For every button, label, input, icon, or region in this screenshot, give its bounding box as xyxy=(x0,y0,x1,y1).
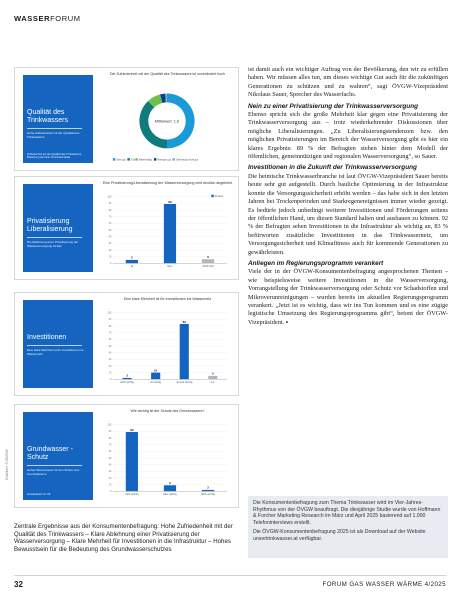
y-tick-label: 90 xyxy=(108,319,112,322)
bar xyxy=(180,324,189,379)
section-heading: Anliegen im Regierungsprogramm verankert xyxy=(248,259,384,267)
y-tick-label: 30 xyxy=(108,243,112,246)
bar xyxy=(164,204,176,263)
figure-panel xyxy=(23,184,93,272)
y-tick-label: 90 xyxy=(108,203,112,206)
y-tick-label: 80 xyxy=(108,437,112,440)
panel-subtitle: Eine klare Mehrheit ist für Investitionen ins Wassernetz xyxy=(27,348,84,356)
figure-panel xyxy=(23,300,93,388)
panel-footnote: Grundwasser ist z.B. xyxy=(27,492,51,496)
x-tick-label: Eher wichtig xyxy=(163,492,177,496)
article-paragraph: ist damit auch ein wichtiger Auftrag von der Bevölkerung, den wir zu erfüllen haben. Wir müssen alles tun, um dieses wichtige Gut auch für die zukünftigen Generationen zu schützen und zu wahren“, sagt ÖVGW-Vizepräsident Nikolaus Sauer, Sprecher des Wasserfachs. xyxy=(248,66,448,99)
y-tick-label: 30 xyxy=(108,471,112,474)
legend-label: Überhaupt nicht gut xyxy=(175,158,199,162)
y-tick-label: 100 xyxy=(107,312,112,315)
x-tick-label: Weiß nicht xyxy=(202,264,214,268)
bar-data-label: 9 xyxy=(169,481,171,486)
bar-data-label: 6 xyxy=(207,255,209,260)
info-box xyxy=(248,496,448,558)
x-tick-label: Sehr wichtig xyxy=(125,492,139,496)
chart-title: Wie wichtig ist der Schutz des Grundwassers? xyxy=(130,409,205,413)
legend-swatch xyxy=(211,195,213,197)
y-tick-label: 20 xyxy=(108,477,112,480)
article-paragraph: Viele der in der ÖVGW-Konsumentenbefragung angesprochenen Themen – wie beispielsweise weitere Investitionen in die Wasserversorgung, Vorrangstellung der Trinkwasserversorgung oder Schutz vor Schadstoffen und Mikroverunreinigungen – wurden bereits im aktuellen Regierungsprogramm verankert. „Jetzt ist es wichtig, dass wir ins Tun kommen und es eine zügige legistische Umsetzung des Regierungsprogramms gibt“, betont der ÖVGW-Vizepräsident. ▪ xyxy=(248,268,448,326)
info-text: Die ÖVGW-Konsumentenbefragung 2025 ist als Download auf der Website unsertrinkwasser.at verfügbar. xyxy=(253,529,426,542)
y-tick-label: 70 xyxy=(108,332,112,335)
panel-title: Privatisierung Liberalisierung xyxy=(27,218,73,233)
y-tick-label: 70 xyxy=(108,444,112,447)
legend-swatch xyxy=(113,158,115,160)
chart-title: Die Zufriedenheit mit der Qualität des Trinkwassers ist unverändert hoch xyxy=(109,72,226,76)
x-tick-label: k.A. xyxy=(210,380,215,384)
bar-data-label: 89 xyxy=(130,427,134,432)
legend-swatch xyxy=(127,158,129,160)
x-tick-label: Ja xyxy=(130,264,134,268)
panel-subtitle: Hohes Bewusstsein für den Schutz des Grundwassers xyxy=(27,468,80,476)
bar-chart xyxy=(101,181,234,275)
y-tick-label: 100 xyxy=(107,196,112,199)
page-number: 32 xyxy=(14,580,23,589)
image-credit: Grafiken: © ÖVGW xyxy=(5,449,9,480)
y-tick-label: 50 xyxy=(108,345,112,348)
bar-data-label: 83 xyxy=(182,319,186,324)
section-heading: Investitionen in die Zukunft der Trinkwasserversorgung xyxy=(248,164,417,172)
y-tick-label: 10 xyxy=(108,372,112,375)
x-tick-label: Ist wichtig xyxy=(150,380,162,384)
bar xyxy=(123,378,132,379)
donut-center-label: Mittelwert: 1,6 xyxy=(154,118,180,124)
figure-caption: Zentrale Ergebnisse aus der Konsumentenbefragung: Hohe Zufriedenheit mit der Qualität des Trinkwassers – Klare Ablehnung einer Privatisierung der Wasserversorgung – Klare Mehrheit für Investitionen in die Infrastruktur – Hohes Bewusstsein für die Bedeutung des Grundwasserschutzes xyxy=(14,523,233,553)
y-tick-label: 40 xyxy=(108,464,112,467)
donut-slice xyxy=(139,101,167,148)
panel-subtitle: Die Ablehnung einer Privatisierung der Wasserversorgung ist klar xyxy=(27,240,79,248)
y-tick-label: 10 xyxy=(108,484,112,487)
y-tick-label: 40 xyxy=(108,352,112,355)
bar xyxy=(126,260,138,263)
legend-swatch xyxy=(172,158,174,160)
chart-area xyxy=(101,409,234,503)
legend-label: Weniger gut xyxy=(157,158,172,162)
figure-panel xyxy=(23,75,93,163)
y-tick-label: 70 xyxy=(108,216,112,219)
bar xyxy=(202,490,214,491)
chart-title: Eine klare Mehrheit ist für Investitionen ins Wassernetz xyxy=(123,297,212,301)
y-tick-label: 50 xyxy=(108,457,112,460)
legend-label: Prozent xyxy=(214,194,224,198)
chart-area xyxy=(101,72,234,166)
legend-label: Gut xyxy=(130,158,135,162)
legend-swatch xyxy=(135,158,137,160)
y-tick-label: 90 xyxy=(108,431,112,434)
bar-data-label: 10 xyxy=(154,368,158,373)
figure-investments xyxy=(14,292,239,396)
panel-title: Qualität des Trinkwassers xyxy=(27,109,68,124)
panel-title: Investitionen xyxy=(27,334,67,341)
y-tick-label: 60 xyxy=(108,451,112,454)
y-tick-label: 80 xyxy=(108,325,112,328)
y-tick-label: 60 xyxy=(108,339,112,342)
y-tick-label: 20 xyxy=(108,365,112,368)
bar xyxy=(202,259,214,263)
magazine-header xyxy=(14,14,81,23)
chart-area xyxy=(101,297,234,391)
y-tick-label: 80 xyxy=(108,209,112,212)
panel-subtitle: Hohe Zufriedenheit mit der Qualität des Trinkwassers xyxy=(27,131,80,139)
figure-privatisation xyxy=(14,176,239,280)
footer-divider xyxy=(14,575,446,576)
y-tick-label: 20 xyxy=(108,249,112,252)
y-tick-label: 40 xyxy=(108,236,112,239)
section-heading: Nein zu einer Privatisierung der Trinkwasserversorgung xyxy=(248,102,419,110)
y-tick-label: 50 xyxy=(108,229,112,232)
panel-title: Grundwasser - Schutz xyxy=(27,446,73,461)
bar-chart xyxy=(101,409,234,503)
x-tick-label: Nicht wichtig xyxy=(201,492,215,496)
figure-panel xyxy=(23,412,93,500)
bar-data-label: 89 xyxy=(168,199,172,204)
chart-title: Eine Privatisierung/Liberalisierung der Wasserversorgung wird deutlich abgelehnt xyxy=(102,181,233,185)
x-tick-label: Ist sehr wichtig xyxy=(176,380,193,384)
y-tick-label: 0 xyxy=(110,491,112,494)
bar-data-label: 2 xyxy=(126,373,128,378)
bar xyxy=(151,373,160,380)
legend-swatch xyxy=(154,158,156,160)
chart-area xyxy=(101,181,234,275)
bar xyxy=(126,432,138,491)
bar xyxy=(164,485,176,491)
bar-data-label: 2 xyxy=(207,485,209,490)
bar-data-label: 5 xyxy=(131,255,133,260)
bar-chart xyxy=(101,297,234,391)
y-tick-label: 10 xyxy=(108,256,112,259)
figure-groundwater xyxy=(14,404,239,508)
x-tick-label: Nein xyxy=(167,264,173,268)
article-paragraph: Die heimische Trinkwasserbranche ist laut ÖVGW-Vizepräsident Sauer bereits heute sehr gut aufgestellt. Durch bauliche Optimierung in der Infrastruktur konnte die Versorgungssicherheit erhöht werden – das habe sich in den letzten Jahren bei Trockenperioden und Starkregenereignissen immer wieder gezeigt. Es bedürfe jedoch unbedingt weiterer Investitionen und Förderungen seitens der öffentlichen Hand, um diesen Standard halten und ausbauen zu können. 92 % der Befragten sehen Investitionen in die Infrastruktur als wichtig an, 83 % befürworten zusätzliche Investitionen in das Trinkwassernetz, um Versorgungssicherheit und Klimafitness auch für kommende Generationen zu gewährleisten. xyxy=(248,172,448,256)
x-tick-label: Nicht wichtig xyxy=(120,380,134,384)
legend-label: Mittelmäßig xyxy=(138,158,152,162)
brand-light: FORUM xyxy=(50,14,81,23)
y-tick-label: 30 xyxy=(108,359,112,362)
article-column xyxy=(248,66,448,327)
info-text: Die Konsumentenbefragung zum Thema Trinkwasser wird im Vier-Jahres-Rhythmus von der ÖVGW beauftragt. Die diesjährige Studie wurde von Hoffmann & Forcher Marketing Research im März und April 2025 basierend auf 1.000 Telefoninterviews erstellt. xyxy=(253,500,441,526)
y-tick-label: 0 xyxy=(110,263,112,266)
panel-footnote: Zufriedenheit mit der Qualität des Trinkwassers, Bewertung auf einer Schulnotenskala xyxy=(27,152,82,159)
bar xyxy=(208,376,217,379)
y-tick-label: 100 xyxy=(107,424,112,427)
article-paragraph: Ebenso spricht sich die große Mehrheit klar gegen eine Privatisierung der Trinkwasserversorgung aus – trotz wiederkehrender Diskussionen über mögliche Liberalisierungen. „Zu Liberalisierungstendenzen bzw. den möglichen Privatisierungen im Bereich der Wasserversorgung gibt es hier ein klares Ergebnis: 89 % der Befragten stehen hinter dem Modell der öffentlichen, gemeinnützigen und regionalen Wasserversorgung“, so Sauer. xyxy=(248,111,448,161)
brand-bold: WASSER xyxy=(14,14,51,23)
legend-label: Sehr gut xyxy=(116,158,126,162)
y-tick-label: 60 xyxy=(108,223,112,226)
figure-quality xyxy=(14,67,239,171)
y-tick-label: 0 xyxy=(110,379,112,382)
bar-data-label: 5 xyxy=(211,371,214,376)
donut-chart xyxy=(101,72,234,166)
footer-title: FORUM GAS WASSER WÄRME 4/2025 xyxy=(322,581,446,588)
